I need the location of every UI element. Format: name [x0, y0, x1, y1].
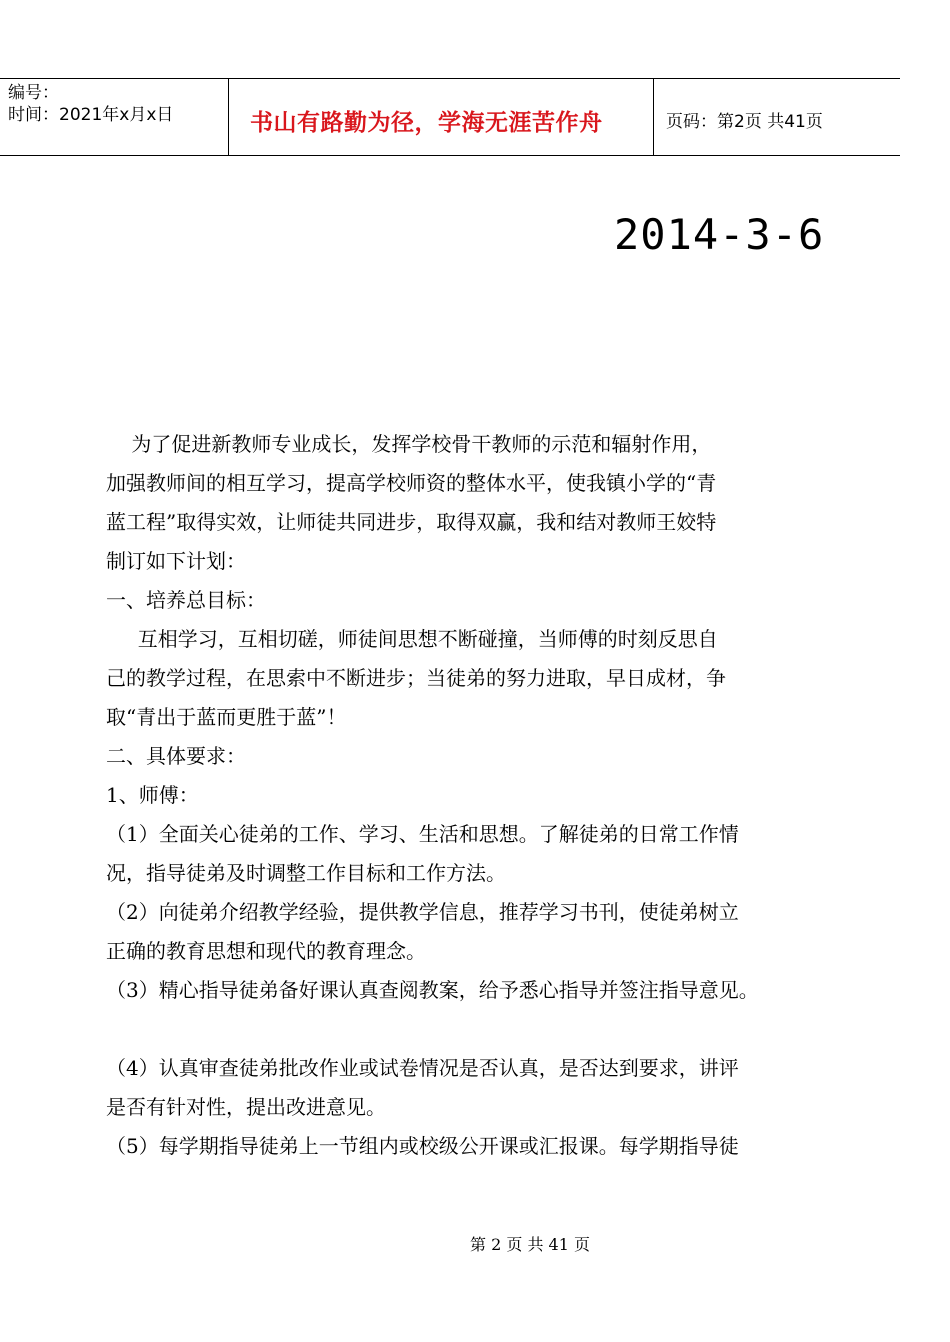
- body-line: 是否有针对性，提出改进意见。: [106, 1095, 386, 1119]
- header-motto: [229, 79, 654, 155]
- body-line: 蓝工程”取得实效，让师徒共同进步，取得双赢，我和结对教师王姣特: [106, 510, 717, 534]
- page-footer: 第 2 页 共 41 页: [470, 1235, 590, 1254]
- body-line: 取“青出于蓝而更胜于蓝”！: [106, 705, 347, 729]
- body-line: （2）向徒弟介绍教学经验，提供教学信息，推荐学习书刊，使徒弟树立: [106, 900, 739, 924]
- body-text: [106, 425, 816, 1166]
- body-line: （5）每学期指导徒弟上一节组内或校级公开课或汇报课。每学期指导徒: [106, 1134, 739, 1158]
- blank-line: [106, 1010, 816, 1049]
- body-line: 为了促进新教师专业成长，发挥学校骨干教师的示范和辐射作用，: [106, 432, 712, 456]
- time-label: 时间：2021年x月x日: [8, 105, 174, 125]
- body-line: （1）全面关心徒弟的工作、学习、生活和思想。了解徒弟的日常工作情: [106, 822, 739, 846]
- header-page-info: [654, 79, 900, 155]
- body-line: 二、具体要求：: [106, 744, 246, 768]
- body-line: 互相学习，互相切磋，师徒间思想不断碰撞，当师傅的时刻反思自: [106, 627, 718, 651]
- body-line: 况，指导徒弟及时调整工作目标和工作方法。: [106, 861, 506, 885]
- header-meta: [0, 79, 229, 155]
- page-info-text: 页码：第2页 共41页: [666, 112, 823, 132]
- body-line: （4）认真审查徒弟批改作业或试卷情况是否认真，是否达到要求，讲评: [106, 1056, 739, 1080]
- body-line: 制订如下计划：: [106, 549, 246, 573]
- number-label: 编号：: [8, 83, 59, 103]
- body-line: （3）精心指导徒弟备好课认真查阅教案，给予悉心指导并签注指导意见。: [106, 978, 759, 1002]
- body-line: 一、培养总目标：: [106, 588, 266, 612]
- body-line: 己的教学过程，在思索中不断进步；当徒弟的努力进取，早日成材，争: [106, 666, 726, 690]
- document-date: 2014-3-6: [614, 210, 825, 259]
- motto-text: 书山有路勤为径，学海无涯苦作舟: [250, 110, 603, 136]
- body-line: 1、师傅：: [106, 783, 199, 807]
- body-line: 加强教师间的相互学习，提高学校师资的整体水平，使我镇小学的“青: [106, 471, 717, 495]
- body-line: 正确的教育思想和现代的教育理念。: [106, 939, 426, 963]
- page-header: [0, 78, 900, 156]
